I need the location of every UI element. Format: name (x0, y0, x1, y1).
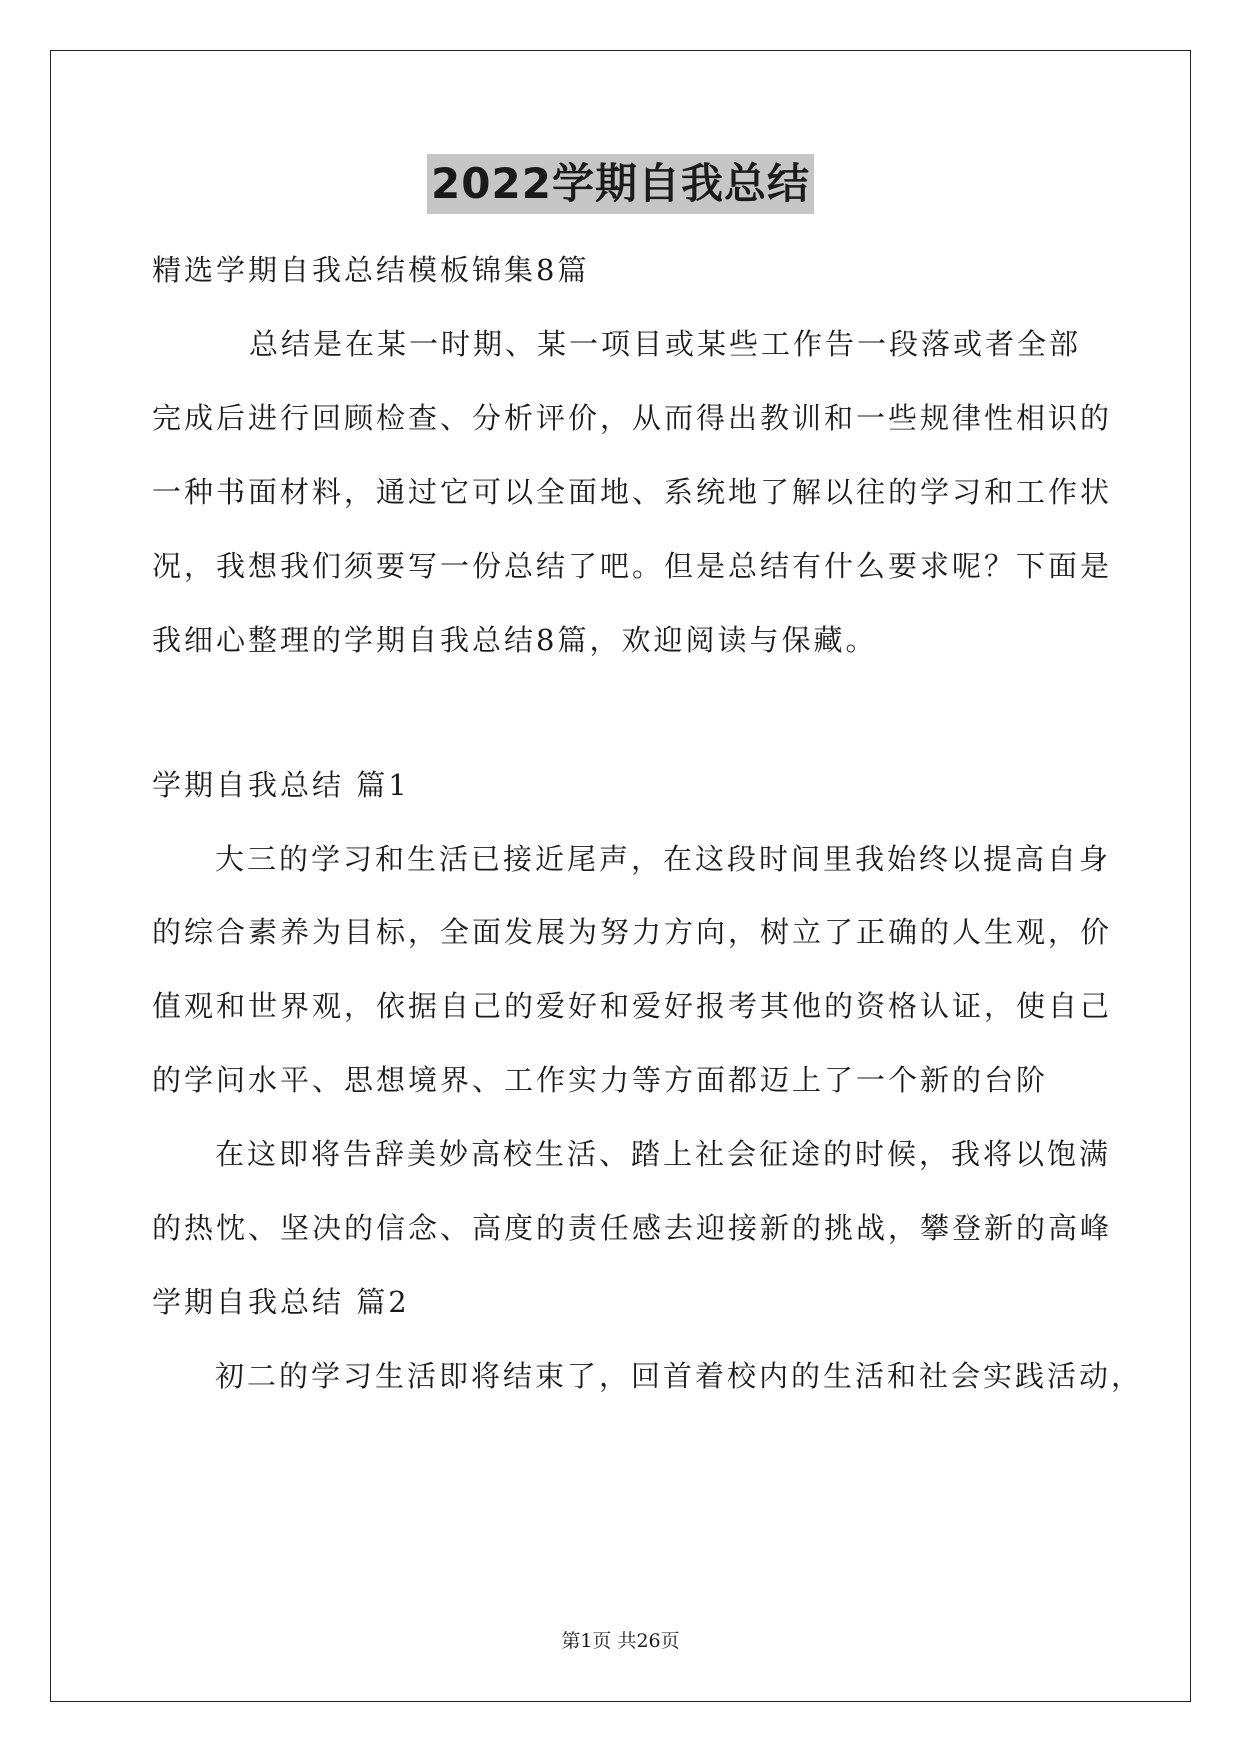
intro-line: 总结是在某一时期、某一项目或某些工作告一段落或者全部 (249, 327, 1082, 361)
section-heading: 学期自我总结 篇2 (152, 1285, 410, 1319)
document-subtitle: 精选学期自我总结模板锦集8篇 (152, 253, 590, 287)
intro-line: 我细心整理的学期自我总结8篇，欢迎阅读与保藏。 (152, 623, 878, 657)
paragraph-line: 的综合素养为目标，全面发展为努力方向，树立了正确的人生观，价 (152, 915, 1113, 949)
page-footer: 第1页 共26页 (561, 1630, 680, 1652)
paragraph-line: 的热忱、坚决的信念、高度的责任感去迎接新的挑战，攀登新的高峰 (152, 1211, 1113, 1245)
paragraph-line: 值观和世界观，依据自己的爱好和爱好报考其他的资格认证，使自己 (152, 989, 1113, 1023)
paragraph-line: 在这即将告辞美妙高校生活、踏上社会征途的时候，我将以饱满 (215, 1137, 1112, 1171)
paragraph-line: 初二的学习生活即将结束了，回首着校内的生活和社会实践活动， (215, 1359, 1144, 1393)
document-title-highlight: 2022学期自我总结 (427, 154, 814, 214)
document-title (0, 154, 1241, 214)
section-heading: 学期自我总结 篇1 (152, 768, 410, 802)
paragraph-line: 大三的学习和生活已接近尾声，在这段时间里我始终以提高自身 (215, 842, 1112, 876)
intro-line: 完成后进行回顾检查、分析评价，从而得出教训和一些规律性相识的 (152, 401, 1113, 435)
paragraph-line: 的学问水平、思想境界、工作实力等方面都迈上了一个新的台阶 (152, 1063, 1049, 1097)
intro-line: 况，我想我们须要写一份总结了吧。但是总结有什么要求呢？下面是 (152, 549, 1113, 583)
intro-line: 一种书面材料，通过它可以全面地、系统地了解以往的学习和工作状 (152, 475, 1113, 509)
